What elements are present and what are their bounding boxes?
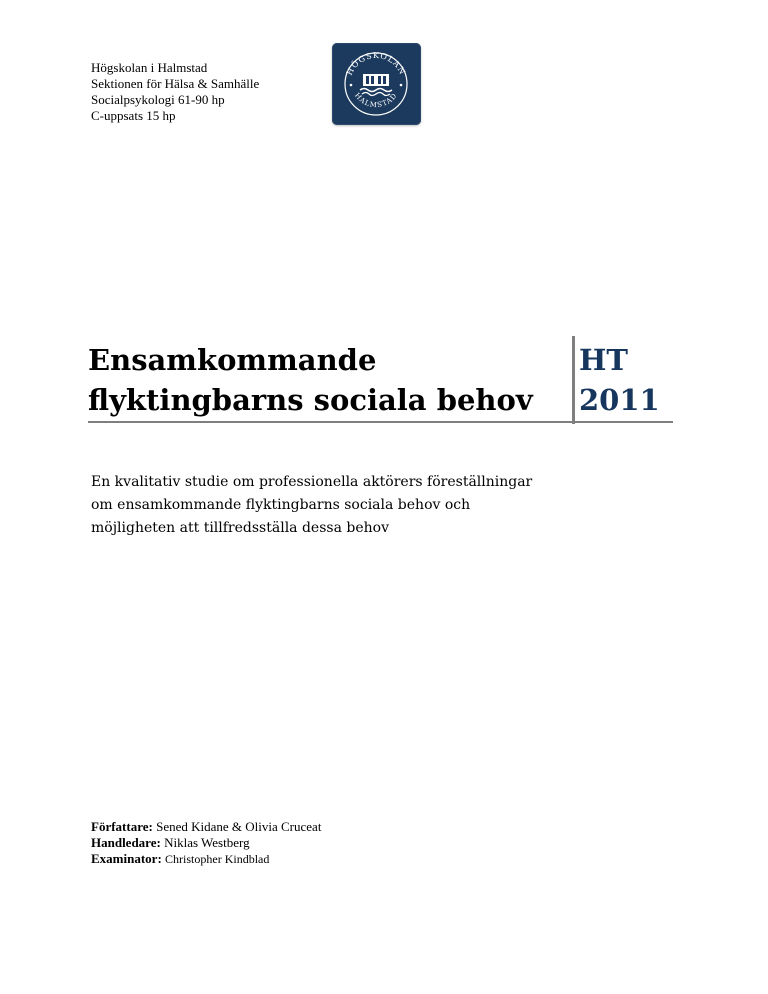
term-year: 2011 — [579, 383, 660, 417]
svg-text:HÖGSKOLAN: HÖGSKOLAN — [344, 50, 408, 77]
authors-label: Författare: — [91, 819, 153, 834]
examiner-value: Christopher Kindblad — [165, 852, 270, 866]
supervisor-row — [91, 835, 321, 851]
term-season: HT — [579, 343, 628, 377]
title-block — [88, 336, 673, 424]
thesis-type: C-uppsats 15 hp — [91, 108, 176, 123]
university-name: Högskolan i Halmstad — [91, 60, 208, 75]
examiner-label: Examinator: — [91, 851, 162, 866]
supervisor-label: Handledare: — [91, 835, 161, 850]
subtitle-line-1: En kvalitativ studie om professionella aktörers föreställningar — [91, 474, 533, 490]
subtitle-line-3: möjligheten att tillfredsställa dessa behov — [91, 520, 389, 536]
svg-text:HALMSTAD: HALMSTAD — [352, 91, 400, 110]
title-divider-horizontal — [88, 421, 673, 423]
section-name: Sektionen för Hälsa & Samhälle — [91, 76, 260, 91]
authors-row — [91, 819, 321, 835]
title-line-1: Ensamkommande — [88, 343, 377, 377]
university-logo — [332, 43, 421, 125]
authors-value: Sened Kidane & Olivia Cruceat — [156, 819, 322, 834]
credits — [91, 819, 321, 867]
supervisor-value: Niklas Westberg — [164, 835, 250, 850]
subtitle — [91, 471, 611, 540]
university-seal-icon — [332, 43, 421, 125]
course-name: Socialpsykologi 61-90 hp — [91, 92, 225, 107]
title-line-2: flyktingbarns sociala behov — [88, 383, 533, 417]
term-label — [579, 340, 660, 420]
page-title — [88, 340, 568, 420]
document-header — [91, 60, 259, 124]
title-divider-vertical — [572, 336, 575, 424]
examiner-row — [91, 851, 321, 867]
subtitle-line-2: om ensamkommande flyktingbarns sociala behov och — [91, 497, 471, 513]
